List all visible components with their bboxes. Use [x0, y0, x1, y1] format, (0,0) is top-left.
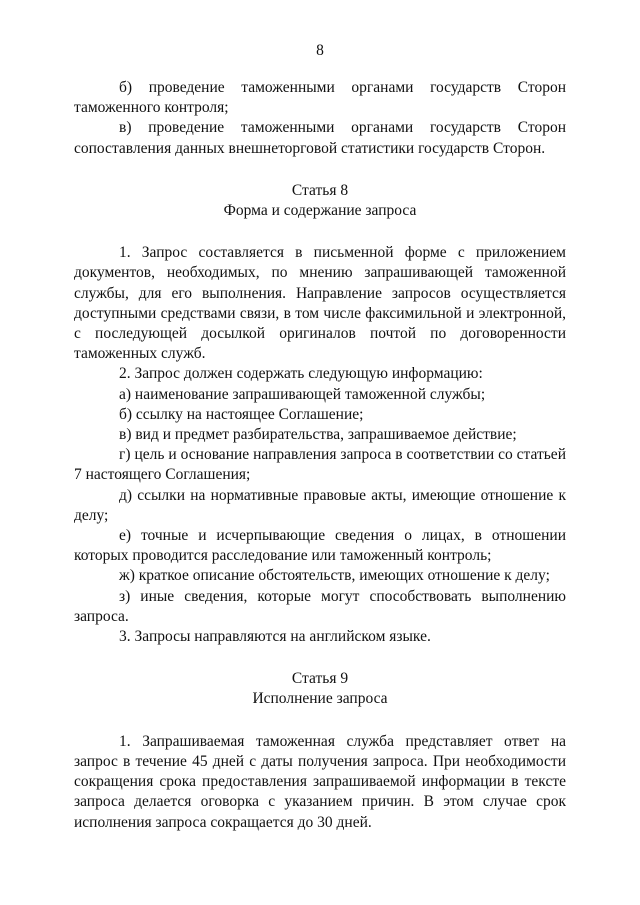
article-9-title: Исполнение запроса	[252, 690, 388, 708]
list-item-v: в) вид и предмет разбирательства, запрашиваемое действие;	[119, 426, 517, 444]
document-body	[74, 78, 566, 833]
article-8-paragraph-2: 2. Запрос должен содержать следующую информацию:	[119, 365, 483, 383]
document-page	[74, 0, 566, 905]
list-item-e: е) точные и исчерпывающие сведения о лицах, в отношении которых проводится расследование или таможенный контроль;	[74, 527, 566, 565]
article-8-paragraph-1: 1. Запрос составляется в письменной форме с приложением документов, необходимых, по мнению запрашивающей таможенной службы, для его выполнения. Направление запросов осуществляется доступными средствами связи, в том числе факсимильной и электронной, с последующей досылкой оригиналов почтой по договоренности таможенных служб.	[74, 244, 566, 363]
article-9-number: Статья 9	[291, 670, 349, 688]
page-number: 8	[316, 42, 324, 59]
list-item-zh: ж) краткое описание обстоятельств, имеющих отношение к делу;	[119, 567, 550, 585]
article-8-number: Статья 8	[291, 181, 349, 199]
paragraph-item-b: б) проведение таможенными органами государств Сторон таможенного контроля;	[74, 79, 566, 117]
list-item-b: б) ссылку на настоящее Соглашение;	[119, 405, 364, 423]
article-8-paragraph-3: 3. Запросы направляются на английском языке.	[119, 628, 431, 646]
article-9-paragraph-1: 1. Запрашиваемая таможенная служба представляет ответ на запрос в течение 45 дней с даты получения запроса. При необходимости сокращения срока предоставления запрашиваемой информации в тексте запроса делается оговорка с указанием причин. В этом случае срок исполнения запроса сокращается до 30 дней.	[74, 732, 566, 831]
list-item-a: а) наименование запрашивающей таможенной службы;	[119, 385, 486, 403]
list-item-g: г) цель и основание направления запроса в соответствии со статьей 7 настоящего Соглашения;	[74, 446, 566, 484]
article-8-title: Форма и содержание запроса	[223, 202, 417, 220]
paragraph-item-v: в) проведение таможенными органами государств Сторон сопоставления данных внешнеторговой статистики государств Сторон.	[74, 119, 566, 157]
list-item-d: д) ссылки на нормативные правовые акты, имеющие отношение к делу;	[74, 486, 566, 524]
list-item-z: з) иные сведения, которые могут способствовать выполнению запроса.	[74, 587, 566, 625]
